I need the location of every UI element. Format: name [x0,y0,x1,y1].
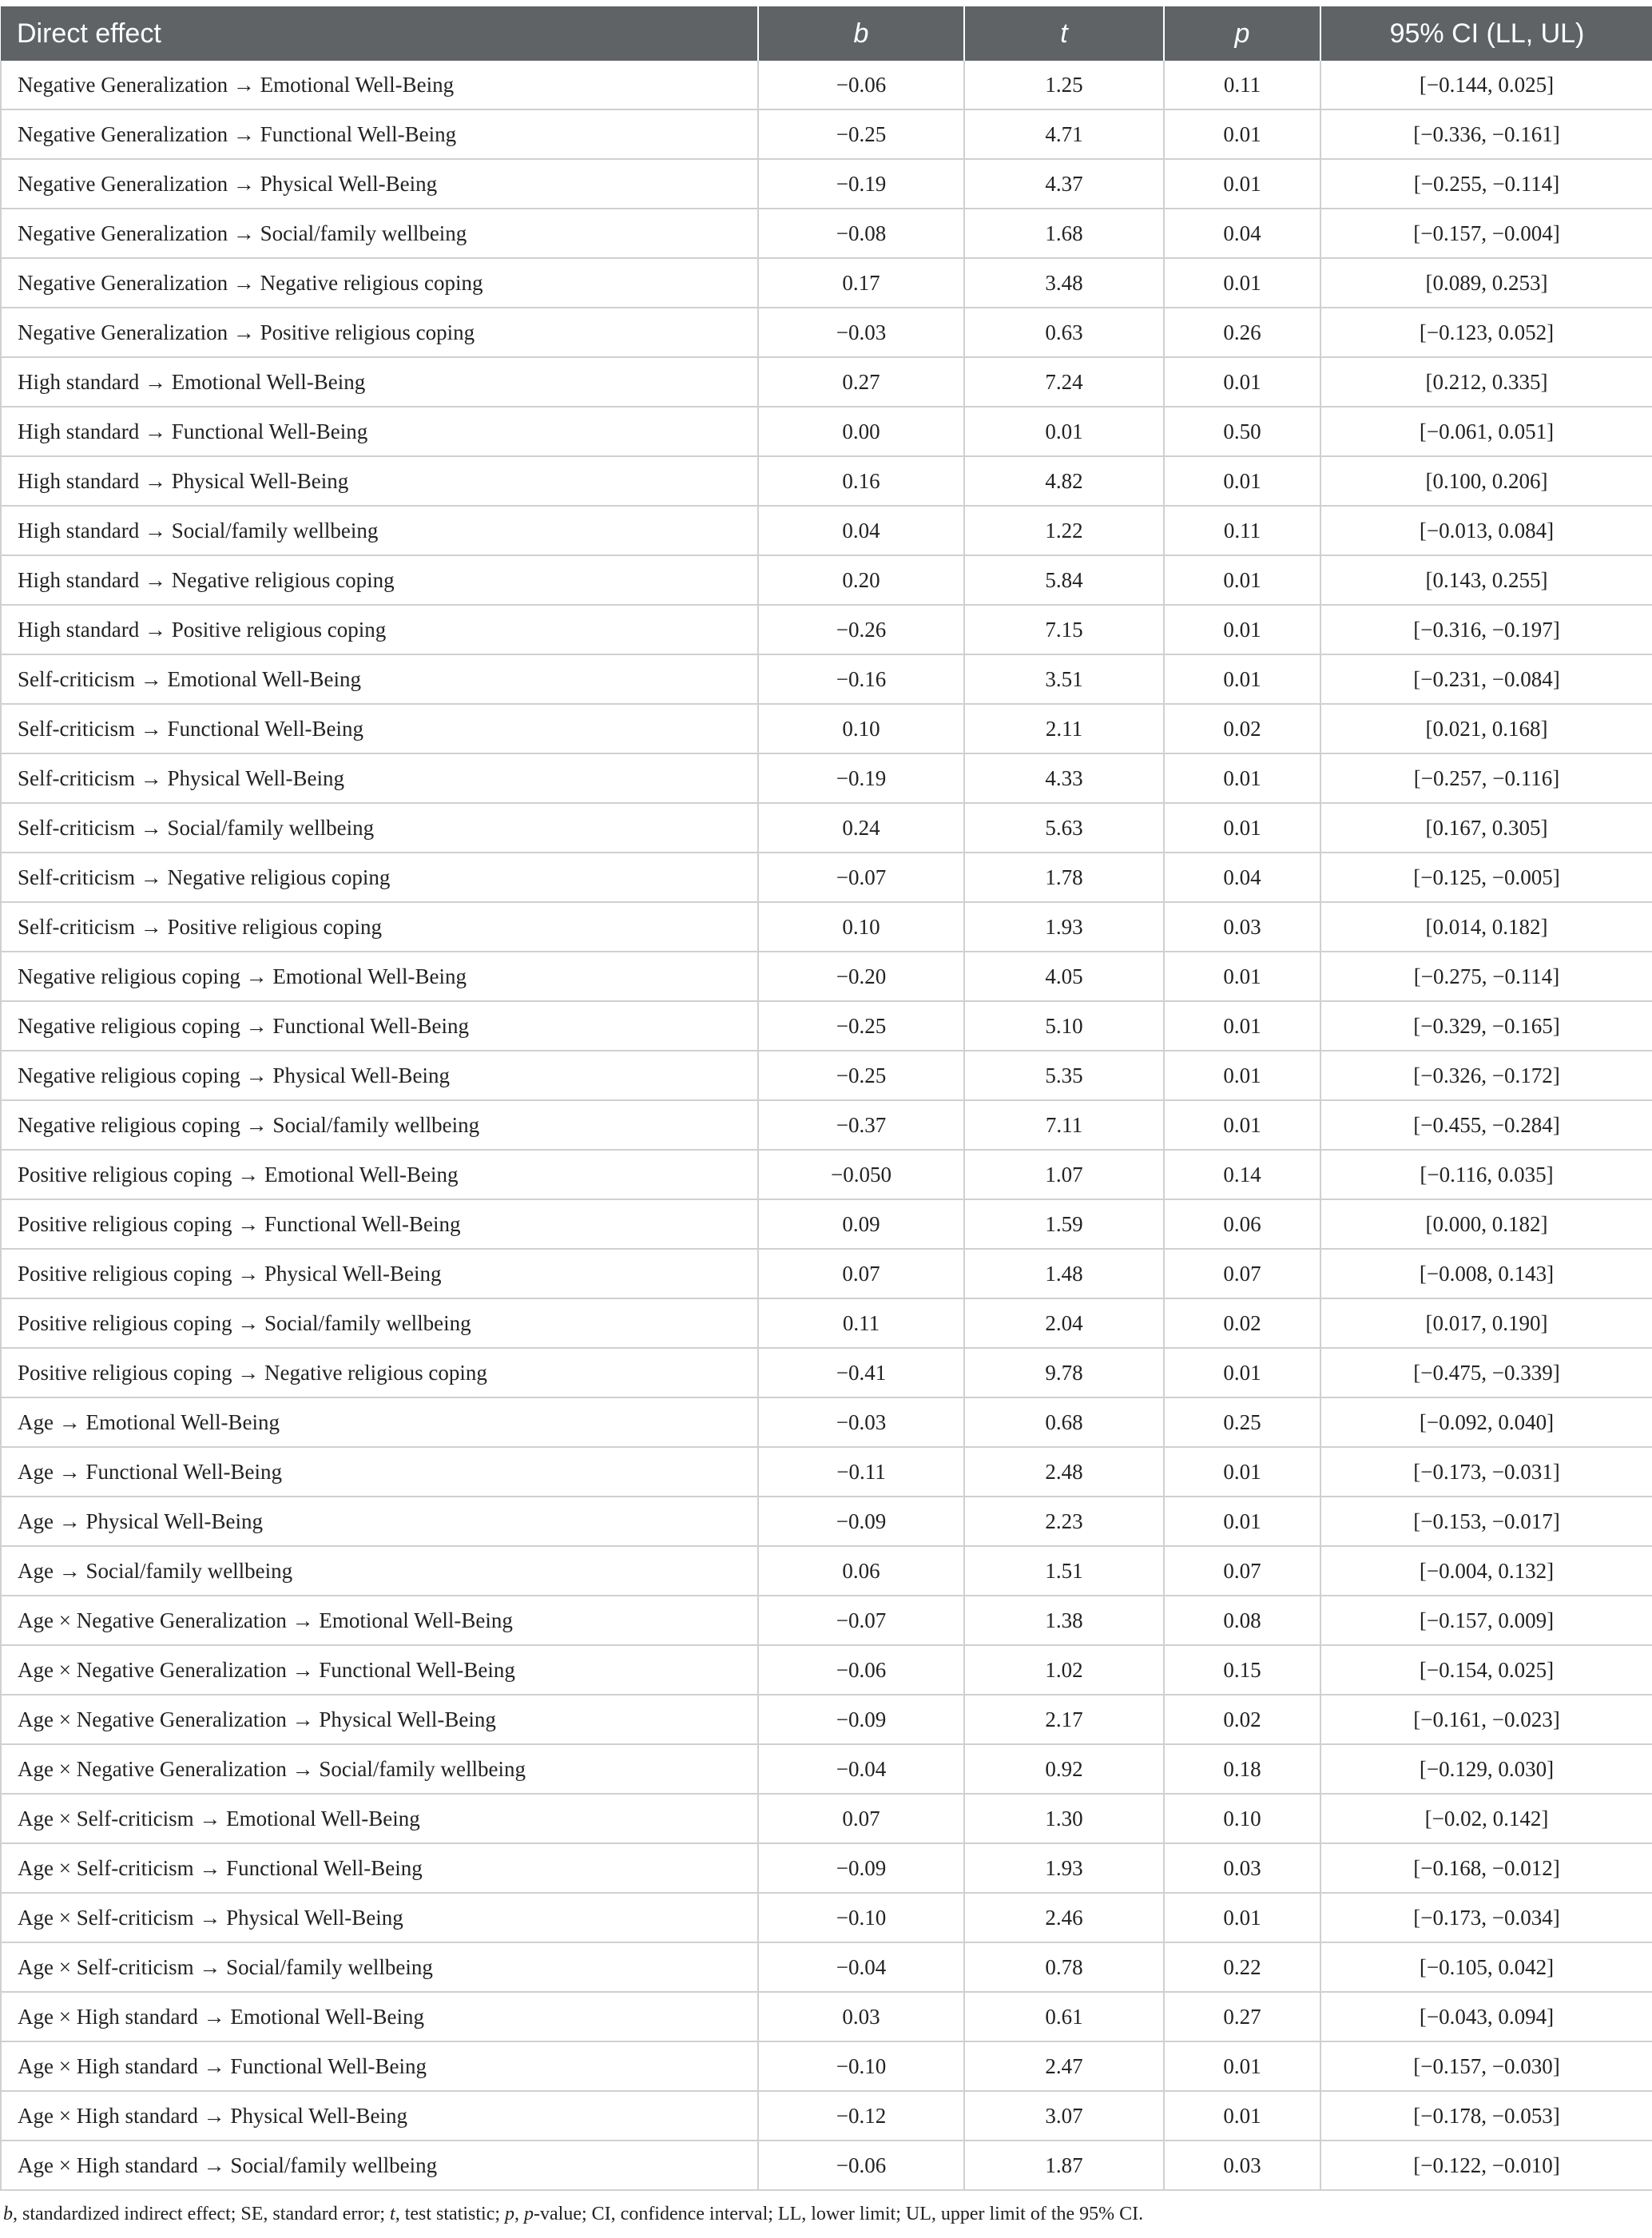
b-cell: 0.16 [758,456,964,506]
ci-cell: [0.000, 0.182] [1320,1199,1652,1249]
ci-cell: [−0.475, −0.339] [1320,1348,1652,1397]
table-row [1,902,1652,952]
ci-cell: [−0.122, −0.010] [1320,2141,1652,2190]
table-row [1,159,1652,209]
table-row [1,1695,1652,1744]
p-cell: 0.02 [1164,1298,1320,1348]
b-cell: −0.12 [758,2091,964,2141]
b-cell: −0.09 [758,1843,964,1893]
effect-cell: Age × Self-criticism → Physical Well-Being [1,1893,758,1942]
effect-cell: Age → Emotional Well-Being [1,1397,758,1447]
ci-cell: [0.014, 0.182] [1320,902,1652,952]
b-cell: −0.03 [758,308,964,357]
ci-cell: [0.167, 0.305] [1320,803,1652,853]
header-direct-effect: Direct effect [1,6,758,61]
t-cell: 9.78 [964,1348,1164,1397]
b-cell: −0.19 [758,753,964,803]
table-row [1,1893,1652,1942]
p-cell: 0.10 [1164,1794,1320,1843]
ci-cell: [0.212, 0.335] [1320,357,1652,407]
p-cell: 0.07 [1164,1546,1320,1596]
ci-cell: [−0.153, −0.017] [1320,1497,1652,1546]
effect-cell: High standard → Physical Well-Being [1,456,758,506]
ci-cell: [−0.275, −0.114] [1320,952,1652,1001]
t-cell: 1.22 [964,506,1164,555]
table-row [1,407,1652,456]
p-cell: 0.01 [1164,654,1320,704]
b-cell: −0.10 [758,2041,964,2091]
b-cell: −0.08 [758,209,964,258]
table-footnote [0,2204,1652,2225]
table-row [1,753,1652,803]
t-cell: 3.48 [964,258,1164,308]
t-cell: 4.82 [964,456,1164,506]
b-cell: −0.04 [758,1942,964,1992]
t-cell: 1.87 [964,2141,1164,2190]
effect-cell: Self-criticism → Physical Well-Being [1,753,758,803]
ci-cell: [−0.116, 0.035] [1320,1150,1652,1199]
p-cell: 0.01 [1164,555,1320,605]
results-table-container [0,6,1652,2191]
table-row [1,1001,1652,1051]
table-row [1,1744,1652,1794]
t-cell: 1.59 [964,1199,1164,1249]
p-cell: 0.27 [1164,1992,1320,2041]
t-cell: 1.93 [964,902,1164,952]
b-cell: −0.11 [758,1447,964,1497]
effect-cell: Self-criticism → Positive religious coping [1,902,758,952]
t-cell: 1.51 [964,1546,1164,1596]
effect-cell: Age × Negative Generalization → Social/family wellbeing [1,1744,758,1794]
table-row [1,1596,1652,1645]
table-row [1,605,1652,654]
t-cell: 2.17 [964,1695,1164,1744]
t-cell: 1.48 [964,1249,1164,1298]
ci-cell: [−0.161, −0.023] [1320,1695,1652,1744]
table-row [1,2091,1652,2141]
b-cell: −0.10 [758,1893,964,1942]
footnote-t-symbol: t [390,2204,395,2224]
table-row [1,1150,1652,1199]
table-row [1,109,1652,159]
ci-cell: [−0.125, −0.005] [1320,853,1652,902]
header-p: p [1164,6,1320,61]
table-row [1,506,1652,555]
p-cell: 0.08 [1164,1596,1320,1645]
p-cell: 0.25 [1164,1397,1320,1447]
p-cell: 0.26 [1164,308,1320,357]
b-cell: −0.07 [758,1596,964,1645]
effect-cell: Age × High standard → Social/family wellbeing [1,2141,758,2190]
b-cell: −0.09 [758,1695,964,1744]
table-row [1,1199,1652,1249]
table-row [1,1843,1652,1893]
footnote-p-text: -value; CI, confidence interval; LL, lower limit; UL, upper limit of the 95% CI. [534,2204,1144,2224]
effect-cell: Age → Physical Well-Being [1,1497,758,1546]
p-cell: 0.11 [1164,61,1320,109]
effect-cell: Negative Generalization → Negative religious coping [1,258,758,308]
ci-cell: [−0.257, −0.116] [1320,753,1652,803]
table-body [1,61,1652,2190]
t-cell: 1.25 [964,61,1164,109]
t-cell: 1.78 [964,853,1164,902]
p-cell: 0.04 [1164,853,1320,902]
table-row [1,704,1652,753]
p-cell: 0.01 [1164,2041,1320,2091]
effect-cell: Positive religious coping → Functional Well-Being [1,1199,758,1249]
effect-cell: Negative Generalization → Emotional Well-Being [1,61,758,109]
p-cell: 0.01 [1164,1497,1320,1546]
table-row [1,952,1652,1001]
ci-cell: [−0.168, −0.012] [1320,1843,1652,1893]
p-cell: 0.18 [1164,1744,1320,1794]
ci-cell: [−0.157, −0.030] [1320,2041,1652,2091]
b-cell: −0.25 [758,1051,964,1100]
ci-cell: [−0.326, −0.172] [1320,1051,1652,1100]
b-cell: −0.06 [758,1645,964,1695]
p-cell: 0.04 [1164,209,1320,258]
effect-cell: Age × Self-criticism → Social/family wellbeing [1,1942,758,1992]
b-cell: 0.17 [758,258,964,308]
table-row [1,654,1652,704]
ci-cell: [0.021, 0.168] [1320,704,1652,753]
p-cell: 0.01 [1164,1001,1320,1051]
p-cell: 0.01 [1164,109,1320,159]
table-row [1,1348,1652,1397]
ci-cell: [−0.105, 0.042] [1320,1942,1652,1992]
effect-cell: Negative Generalization → Functional Well-Being [1,109,758,159]
b-cell: 0.07 [758,1794,964,1843]
b-cell: 0.00 [758,407,964,456]
effect-cell: Age × High standard → Emotional Well-Being [1,1992,758,2041]
b-cell: −0.07 [758,853,964,902]
t-cell: 5.10 [964,1001,1164,1051]
footnote-b-symbol: b [3,2204,13,2224]
effect-cell: Age → Functional Well-Being [1,1447,758,1497]
effect-cell: Age × High standard → Physical Well-Being [1,2091,758,2141]
p-cell: 0.14 [1164,1150,1320,1199]
p-cell: 0.15 [1164,1645,1320,1695]
table-row [1,61,1652,109]
effect-cell: Self-criticism → Negative religious coping [1,853,758,902]
p-cell: 0.01 [1164,1100,1320,1150]
t-cell: 3.51 [964,654,1164,704]
b-cell: 0.10 [758,704,964,753]
effect-cell: Negative Generalization → Positive religious coping [1,308,758,357]
effect-cell: Positive religious coping → Social/family wellbeing [1,1298,758,1348]
table-row [1,258,1652,308]
b-cell: −0.04 [758,1744,964,1794]
p-cell: 0.01 [1164,159,1320,209]
effect-cell: High standard → Social/family wellbeing [1,506,758,555]
effect-cell: Negative religious coping → Emotional Well-Being [1,952,758,1001]
table-header-row [1,6,1652,61]
ci-cell: [−0.013, 0.084] [1320,506,1652,555]
table-row [1,1249,1652,1298]
table-row [1,2041,1652,2091]
t-cell: 1.30 [964,1794,1164,1843]
effect-cell: Self-criticism → Functional Well-Being [1,704,758,753]
t-cell: 0.92 [964,1744,1164,1794]
t-cell: 2.11 [964,704,1164,753]
p-cell: 0.01 [1164,1893,1320,1942]
direct-effects-table [0,6,1652,2191]
table-row [1,1992,1652,2041]
t-cell: 1.38 [964,1596,1164,1645]
ci-cell: [−0.231, −0.084] [1320,654,1652,704]
t-cell: 1.07 [964,1150,1164,1199]
p-cell: 0.07 [1164,1249,1320,1298]
table-row [1,1397,1652,1447]
effect-cell: High standard → Functional Well-Being [1,407,758,456]
b-cell: −0.19 [758,159,964,209]
footnote-b-text: , standardized indirect effect; SE, standard error; [13,2204,391,2224]
t-cell: 2.47 [964,2041,1164,2091]
table-row [1,357,1652,407]
b-cell: −0.16 [758,654,964,704]
t-cell: 2.04 [964,1298,1164,1348]
b-cell: 0.06 [758,1546,964,1596]
effect-cell: Negative Generalization → Physical Well-Being [1,159,758,209]
b-cell: −0.37 [758,1100,964,1150]
table-row [1,1942,1652,1992]
ci-cell: [0.089, 0.253] [1320,258,1652,308]
p-cell: 0.03 [1164,2141,1320,2190]
effect-cell: Age × Negative Generalization → Functional Well-Being [1,1645,758,1695]
effect-cell: Negative religious coping → Social/family wellbeing [1,1100,758,1150]
p-cell: 0.01 [1164,357,1320,407]
table-row [1,1497,1652,1546]
t-cell: 3.07 [964,2091,1164,2141]
t-cell: 5.63 [964,803,1164,853]
ci-cell: [−0.336, −0.161] [1320,109,1652,159]
ci-cell: [−0.316, −0.197] [1320,605,1652,654]
b-cell: 0.10 [758,902,964,952]
effect-cell: Negative religious coping → Functional Well-Being [1,1001,758,1051]
effect-cell: Self-criticism → Emotional Well-Being [1,654,758,704]
ci-cell: [−0.129, 0.030] [1320,1744,1652,1794]
t-cell: 1.93 [964,1843,1164,1893]
table-row [1,2141,1652,2190]
effect-cell: Age × High standard → Functional Well-Being [1,2041,758,2091]
p-cell: 0.01 [1164,2091,1320,2141]
t-cell: 0.68 [964,1397,1164,1447]
ci-cell: [−0.173, −0.031] [1320,1447,1652,1497]
ci-cell: [−0.173, −0.034] [1320,1893,1652,1942]
b-cell: −0.06 [758,2141,964,2190]
ci-cell: [−0.255, −0.114] [1320,159,1652,209]
t-cell: 2.46 [964,1893,1164,1942]
effect-cell: Age × Self-criticism → Functional Well-Being [1,1843,758,1893]
ci-cell: [−0.157, 0.009] [1320,1596,1652,1645]
footnote-t-text: , test statistic; [395,2204,506,2224]
table-row [1,308,1652,357]
b-cell: 0.27 [758,357,964,407]
t-cell: 2.48 [964,1447,1164,1497]
ci-cell: [0.017, 0.190] [1320,1298,1652,1348]
b-cell: 0.04 [758,506,964,555]
table-row [1,1645,1652,1695]
p-cell: 0.01 [1164,258,1320,308]
footnote-separator: , [514,2204,525,2224]
t-cell: 5.84 [964,555,1164,605]
table-row [1,555,1652,605]
p-cell: 0.50 [1164,407,1320,456]
ci-cell: [−0.144, 0.025] [1320,61,1652,109]
t-cell: 7.11 [964,1100,1164,1150]
t-cell: 7.15 [964,605,1164,654]
ci-cell: [−0.004, 0.132] [1320,1546,1652,1596]
p-cell: 0.01 [1164,753,1320,803]
ci-cell: [−0.123, 0.052] [1320,308,1652,357]
effect-cell: Age × Negative Generalization → Emotional Well-Being [1,1596,758,1645]
header-t: t [964,6,1164,61]
p-cell: 0.01 [1164,1348,1320,1397]
t-cell: 7.24 [964,357,1164,407]
p-cell: 0.02 [1164,1695,1320,1744]
b-cell: −0.06 [758,61,964,109]
p-cell: 0.01 [1164,803,1320,853]
table-row [1,853,1652,902]
b-cell: −0.26 [758,605,964,654]
b-cell: 0.03 [758,1992,964,2041]
b-cell: −0.41 [758,1348,964,1397]
table-row [1,1298,1652,1348]
table-row [1,1794,1652,1843]
p-cell: 0.03 [1164,1843,1320,1893]
b-cell: −0.03 [758,1397,964,1447]
p-cell: 0.06 [1164,1199,1320,1249]
effect-cell: Negative Generalization → Social/family wellbeing [1,209,758,258]
p-cell: 0.01 [1164,605,1320,654]
t-cell: 5.35 [964,1051,1164,1100]
t-cell: 0.01 [964,407,1164,456]
ci-cell: [0.143, 0.255] [1320,555,1652,605]
ci-cell: [−0.178, −0.053] [1320,2091,1652,2141]
ci-cell: [−0.329, −0.165] [1320,1001,1652,1051]
b-cell: 0.07 [758,1249,964,1298]
ci-cell: [−0.157, −0.004] [1320,209,1652,258]
table-row [1,209,1652,258]
ci-cell: [−0.008, 0.143] [1320,1249,1652,1298]
p-cell: 0.01 [1164,1447,1320,1497]
header-b: b [758,6,964,61]
ci-cell: [−0.455, −0.284] [1320,1100,1652,1150]
effect-cell: Age × Self-criticism → Emotional Well-Being [1,1794,758,1843]
p-cell: 0.01 [1164,456,1320,506]
b-cell: −0.25 [758,1001,964,1051]
b-cell: −0.09 [758,1497,964,1546]
b-cell: 0.24 [758,803,964,853]
table-row [1,456,1652,506]
effect-cell: Positive religious coping → Negative religious coping [1,1348,758,1397]
effect-cell: Self-criticism → Social/family wellbeing [1,803,758,853]
ci-cell: [−0.02, 0.142] [1320,1794,1652,1843]
effect-cell: Positive religious coping → Physical Well-Being [1,1249,758,1298]
b-cell: −0.050 [758,1150,964,1199]
ci-cell: [−0.061, 0.051] [1320,407,1652,456]
t-cell: 0.78 [964,1942,1164,1992]
effect-cell: Age → Social/family wellbeing [1,1546,758,1596]
p-cell: 0.01 [1164,1051,1320,1100]
ci-cell: [0.100, 0.206] [1320,456,1652,506]
table-row [1,1051,1652,1100]
table-row [1,1100,1652,1150]
footnote-p-symbol: p [505,2204,515,2224]
b-cell: −0.25 [758,109,964,159]
effect-cell: High standard → Positive religious coping [1,605,758,654]
b-cell: 0.20 [758,555,964,605]
p-cell: 0.02 [1164,704,1320,753]
t-cell: 0.61 [964,1992,1164,2041]
effect-cell: Age × Negative Generalization → Physical Well-Being [1,1695,758,1744]
p-cell: 0.01 [1164,952,1320,1001]
ci-cell: [−0.092, 0.040] [1320,1397,1652,1447]
effect-cell: Negative religious coping → Physical Well-Being [1,1051,758,1100]
p-cell: 0.03 [1164,902,1320,952]
effect-cell: High standard → Emotional Well-Being [1,357,758,407]
effect-cell: High standard → Negative religious coping [1,555,758,605]
t-cell: 4.71 [964,109,1164,159]
t-cell: 1.68 [964,209,1164,258]
t-cell: 4.37 [964,159,1164,209]
header-ci: 95% CI (LL, UL) [1320,6,1652,61]
b-cell: 0.09 [758,1199,964,1249]
footnote-p-symbol-2: p [524,2204,534,2224]
ci-cell: [−0.043, 0.094] [1320,1992,1652,2041]
effect-cell: Positive religious coping → Emotional Well-Being [1,1150,758,1199]
p-cell: 0.22 [1164,1942,1320,1992]
t-cell: 2.23 [964,1497,1164,1546]
t-cell: 0.63 [964,308,1164,357]
ci-cell: [−0.154, 0.025] [1320,1645,1652,1695]
b-cell: −0.20 [758,952,964,1001]
p-cell: 0.11 [1164,506,1320,555]
t-cell: 4.05 [964,952,1164,1001]
table-row [1,1546,1652,1596]
table-row [1,1447,1652,1497]
t-cell: 4.33 [964,753,1164,803]
t-cell: 1.02 [964,1645,1164,1695]
table-row [1,803,1652,853]
b-cell: 0.11 [758,1298,964,1348]
